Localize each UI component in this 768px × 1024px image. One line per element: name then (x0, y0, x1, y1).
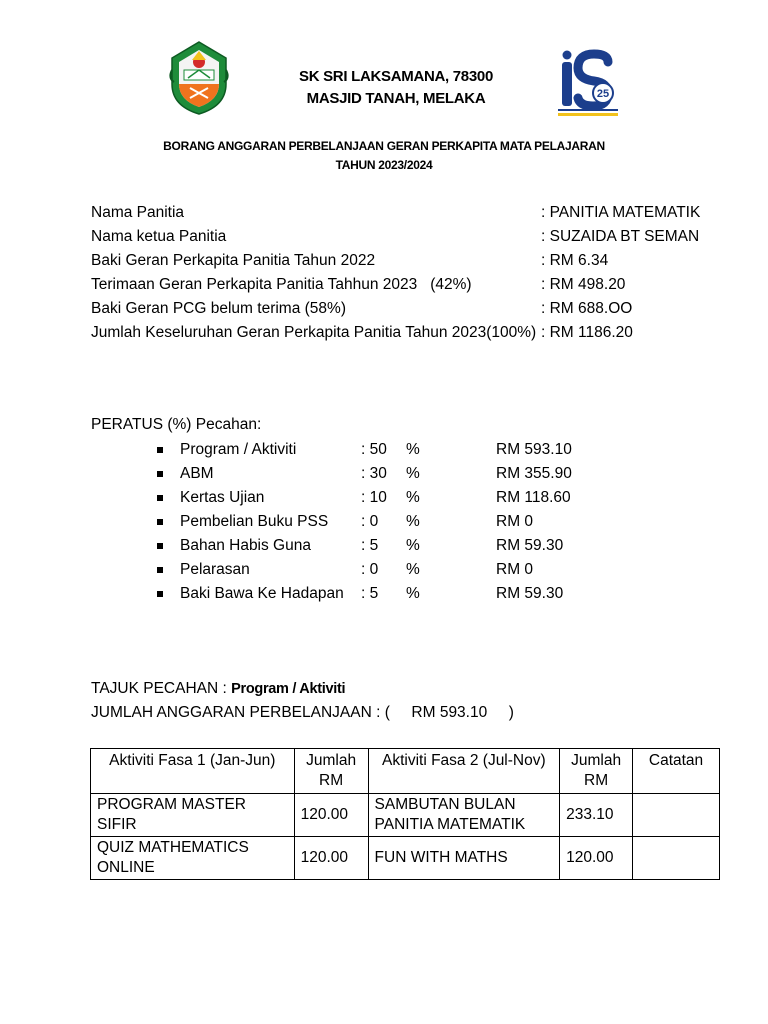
bullet-icon (157, 543, 163, 549)
school-name-line1: SK SRI LAKSAMANA, 78300 (299, 68, 493, 85)
list-item (153, 558, 673, 582)
table-cell: 120.00 (294, 837, 368, 880)
bullet-icon (157, 447, 163, 453)
bullet-icon (157, 495, 163, 501)
item-percent: : 0 (361, 561, 379, 578)
item-percent: : 10 (361, 489, 387, 506)
item-name: Pembelian Buku PSS (180, 513, 329, 530)
list-item (153, 582, 673, 606)
table-cell: 120.00 (560, 837, 633, 880)
list-item (153, 534, 673, 558)
info-label: Baki Geran Perkapita Panitia Tahun 2022 (91, 252, 376, 269)
item-name: Pelarasan (180, 561, 250, 578)
form-title-line2: TAHUN 2023/2024 (335, 158, 433, 172)
percentage-list (153, 438, 673, 606)
info-label: Jumlah Keseluruhan Geran Perkapita Panitia Tahun 2023(100%) (91, 324, 537, 341)
item-name: Bahan Habis Guna (180, 537, 311, 554)
form-title (60, 137, 708, 175)
item-amount: RM 118.60 (496, 489, 571, 506)
logo-number: 25 (596, 88, 610, 100)
column-header: Jumlah RM (294, 749, 368, 794)
item-amount: RM 59.30 (496, 585, 564, 602)
column-header: Aktiviti Fasa 1 (Jan-Jun) (91, 749, 295, 794)
info-label: Terimaan Geran Perkapita Panitia Tahhun 2023 (42%) (91, 276, 472, 293)
item-amount: RM 593.10 (496, 441, 572, 458)
percent-sign: % (406, 537, 420, 554)
info-value: : RM 6.34 (541, 252, 609, 269)
item-name: ABM (180, 465, 214, 482)
info-value: : RM 1186.20 (541, 324, 633, 341)
item-name: Program / Aktiviti (180, 441, 297, 458)
table-cell: 120.00 (294, 794, 368, 837)
activity-table (90, 748, 720, 880)
percent-sign: % (406, 465, 420, 482)
info-value: : RM 498.20 (541, 276, 626, 293)
percentage-heading: PERATUS (%) Pecahan: (91, 416, 262, 433)
info-label: Nama Panitia (91, 204, 185, 221)
info-row (91, 321, 711, 345)
column-header: Catatan (633, 749, 720, 794)
item-percent: : 5 (361, 585, 379, 602)
item-percent: : 30 (361, 465, 387, 482)
table-cell: QUIZ MATHEMATICS ONLINE (91, 837, 295, 880)
info-row (91, 225, 711, 249)
column-header: Jumlah RM (560, 749, 633, 794)
item-percent: : 5 (361, 537, 379, 554)
item-name: Kertas Ujian (180, 489, 265, 506)
info-row (91, 201, 711, 225)
tajuk-label: TAJUK PECAHAN : (91, 680, 232, 697)
tajuk-pecahan (91, 678, 345, 700)
item-name: Baki Bawa Ke Hadapan (180, 585, 344, 602)
school-name (240, 66, 552, 110)
info-value: : PANITIA MATEMATIK (541, 204, 701, 221)
item-amount: RM 0 (496, 513, 534, 530)
form-title-line1: BORANG ANGGARAN PERBELANJAAN GERAN PERKAPITA MATA PELAJARAN (163, 139, 605, 153)
bullet-icon (157, 567, 163, 573)
item-amount: RM 59.30 (496, 537, 564, 554)
percent-sign: % (406, 561, 420, 578)
anniversary-25-logo-icon (556, 46, 620, 118)
info-row (91, 297, 711, 321)
table-row (91, 837, 720, 880)
info-label: Baki Geran PCG belum terima (58%) (91, 300, 346, 317)
info-value: : RM 688.OO (541, 300, 633, 317)
table-cell (633, 794, 720, 837)
info-row (91, 273, 711, 297)
item-amount: RM 355.90 (496, 465, 572, 482)
item-amount: RM 0 (496, 561, 534, 578)
table-cell: SAMBUTAN BULAN PANITIA MATEMATIK (368, 794, 560, 837)
school-name-line2: MASJID TANAH, MELAKA (306, 90, 486, 107)
percent-sign: % (406, 513, 420, 530)
committee-info (91, 201, 711, 345)
item-percent: : 50 (361, 441, 387, 458)
percent-sign: % (406, 489, 420, 506)
list-item (153, 462, 673, 486)
table-cell (633, 837, 720, 880)
bullet-icon (157, 591, 163, 597)
info-row (91, 249, 711, 273)
item-percent: : 0 (361, 513, 379, 530)
table-header-row (91, 749, 720, 794)
table-cell: PROGRAM MASTER SIFIR (91, 794, 295, 837)
table-row (91, 794, 720, 837)
bullet-icon (157, 471, 163, 477)
percent-sign: % (406, 585, 420, 602)
table-cell: 233.10 (560, 794, 633, 837)
jumlah-anggaran: JUMLAH ANGGARAN PERBELANJAAN : ( RM 593.10 ) (91, 704, 514, 721)
percent-sign: % (406, 441, 420, 458)
column-header: Aktiviti Fasa 2 (Jul-Nov) (368, 749, 560, 794)
list-item (153, 486, 673, 510)
info-label: Nama ketua Panitia (91, 228, 227, 245)
table-cell: FUN WITH MATHS (368, 837, 560, 880)
info-value: : SUZAIDA BT SEMAN (541, 228, 700, 245)
bullet-icon (157, 519, 163, 525)
list-item (153, 438, 673, 462)
list-item (153, 510, 673, 534)
school-crest-icon (168, 40, 230, 116)
tajuk-value: Program / Aktiviti (231, 681, 346, 697)
